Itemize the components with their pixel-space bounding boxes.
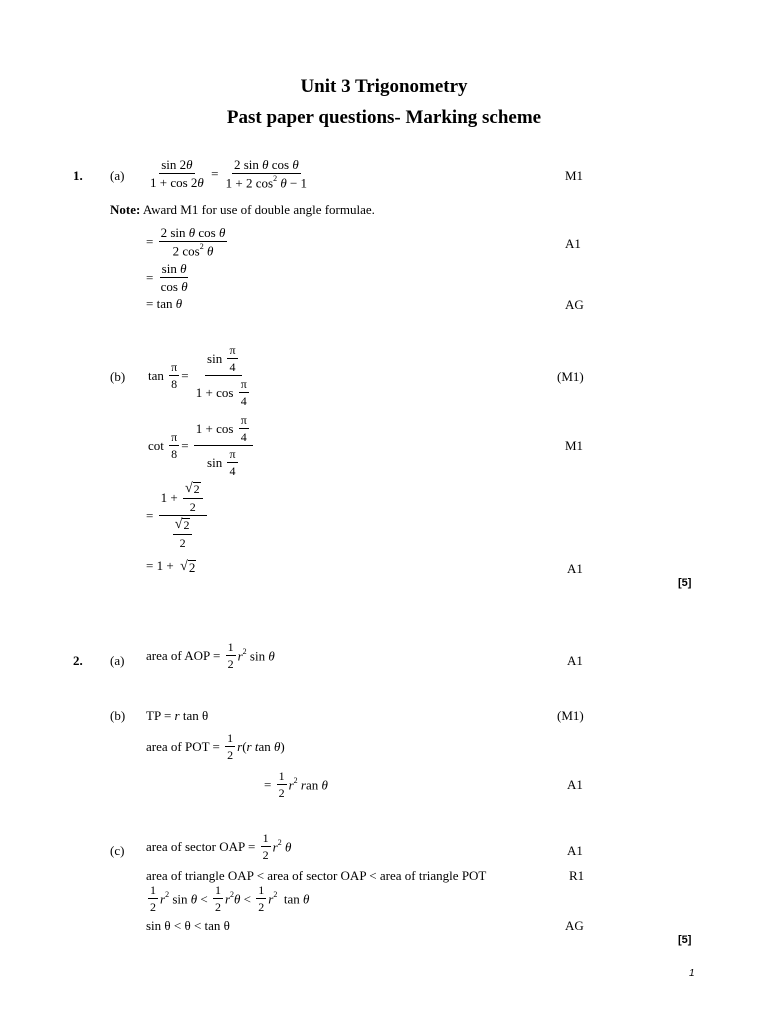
q2b-tp-text: TP = [146,708,175,723]
q1b-equation-2: cot $\frac{\pi}{8}$ = 1 + cos $\frac{\pi}{4}$ sin $\frac{\pi}{4}$ [148,414,255,477]
q1b-mark-3: A1 [567,561,583,576]
q2c-inequality-words: area of triangle OAP < area of sector OAP < area of triangle POT [146,868,487,883]
q1b-equation-3: = 1 + √ 2 2 √ 2 2 [146,482,209,549]
q2c-sector-text: area of sector OAP = [146,839,256,854]
q2a-mark: A1 [567,653,583,668]
q1a-mark-2: A1 [565,236,581,251]
q1b-equation-4: = 1 + √ 2 [146,558,196,575]
q1a-equation-3: = $\frac{\text{sin θ}}{\text{cos θ}}$ [146,261,188,294]
q2b-mark-2: A1 [567,777,583,792]
page-title: Past paper questions- Marking scheme [226,107,542,128]
q2b-area-text: area of POT = [146,739,220,754]
q1b-mark-2: M1 [565,438,584,453]
q1a-mark-1: M1 [565,168,584,183]
q1a-note [110,202,375,218]
q2a-text: area of AOP = [146,648,221,663]
q2c-result [146,919,230,932]
q2c-label: (c) [110,843,125,858]
q1a-equation-1: $\frac{\sin 2\theta}{1 + \cos 2\theta}$ = $\frac{\text{2 sin θ cos θ}}{1 + 2 \cos^2 \theta - 1}$ [150,157,308,191]
q2-total-marks: [5] [678,934,692,946]
q2b-label: (b) [110,708,126,723]
q1a-label: (a) [110,168,125,183]
q2c-equation-1: area of sector OAP = $\frac{1}{2}$ $r^2$ θ [146,831,292,862]
q1-number: 1. [73,168,83,183]
q1b-equation-1: tan $\frac{\pi}{8}$ = sin $\frac{\pi}{4}$ 1 + cos $\frac{\pi}{4}$ [148,343,247,408]
q2b-equation-2: area of POT = $\frac{1}{2}$ r(r tan θ) [146,731,285,762]
q2-number: 2. [73,653,83,668]
unit-title: Unit 3 Trigonometry [300,76,468,97]
q2c-result-text: sin θ < θ < tan θ [146,918,230,933]
q2c-mark-3: AG [565,918,584,933]
q1b-mark-1: (M1) [557,369,584,384]
q2b-r: r [174,708,180,723]
q2c-inequality-formula: $\frac{1}{2}$ $r^2$ sin θ < $\frac{1}{2}$ $r^2\theta$ < $\frac{1}{2}$ $r^2$ tan θ [150,883,310,914]
page-number: 1 [689,968,695,979]
q2c-mark-2: R1 [569,868,585,883]
q2b-equation-1 [146,709,208,722]
q2c-mark-1: A1 [567,843,583,858]
q1a-mark-3: AG [565,297,584,312]
q1a-equation-2: = $\frac{\text{2 sin θ cos θ}}{2 \cos^2 \theta}$ [146,225,226,259]
q2b-equation-3: = $\frac{1}{2}$ $r^2$ ran θ [264,769,328,800]
q2a-equation: area of AOP = $\frac{1}{2}$ $r^2$ sin θ [146,640,275,671]
q2b-tan: tan θ [179,708,209,723]
q1a-equation-4: = tan θ [146,296,183,311]
q2a-label: (a) [110,653,125,668]
q2b-mark-1: (M1) [557,708,584,723]
note-label: Note: [110,202,141,217]
note-text: Award M1 for use of double angle formulae. [142,202,375,217]
q1-total-marks: [5] [678,577,692,589]
q1b-label: (b) [110,369,126,384]
